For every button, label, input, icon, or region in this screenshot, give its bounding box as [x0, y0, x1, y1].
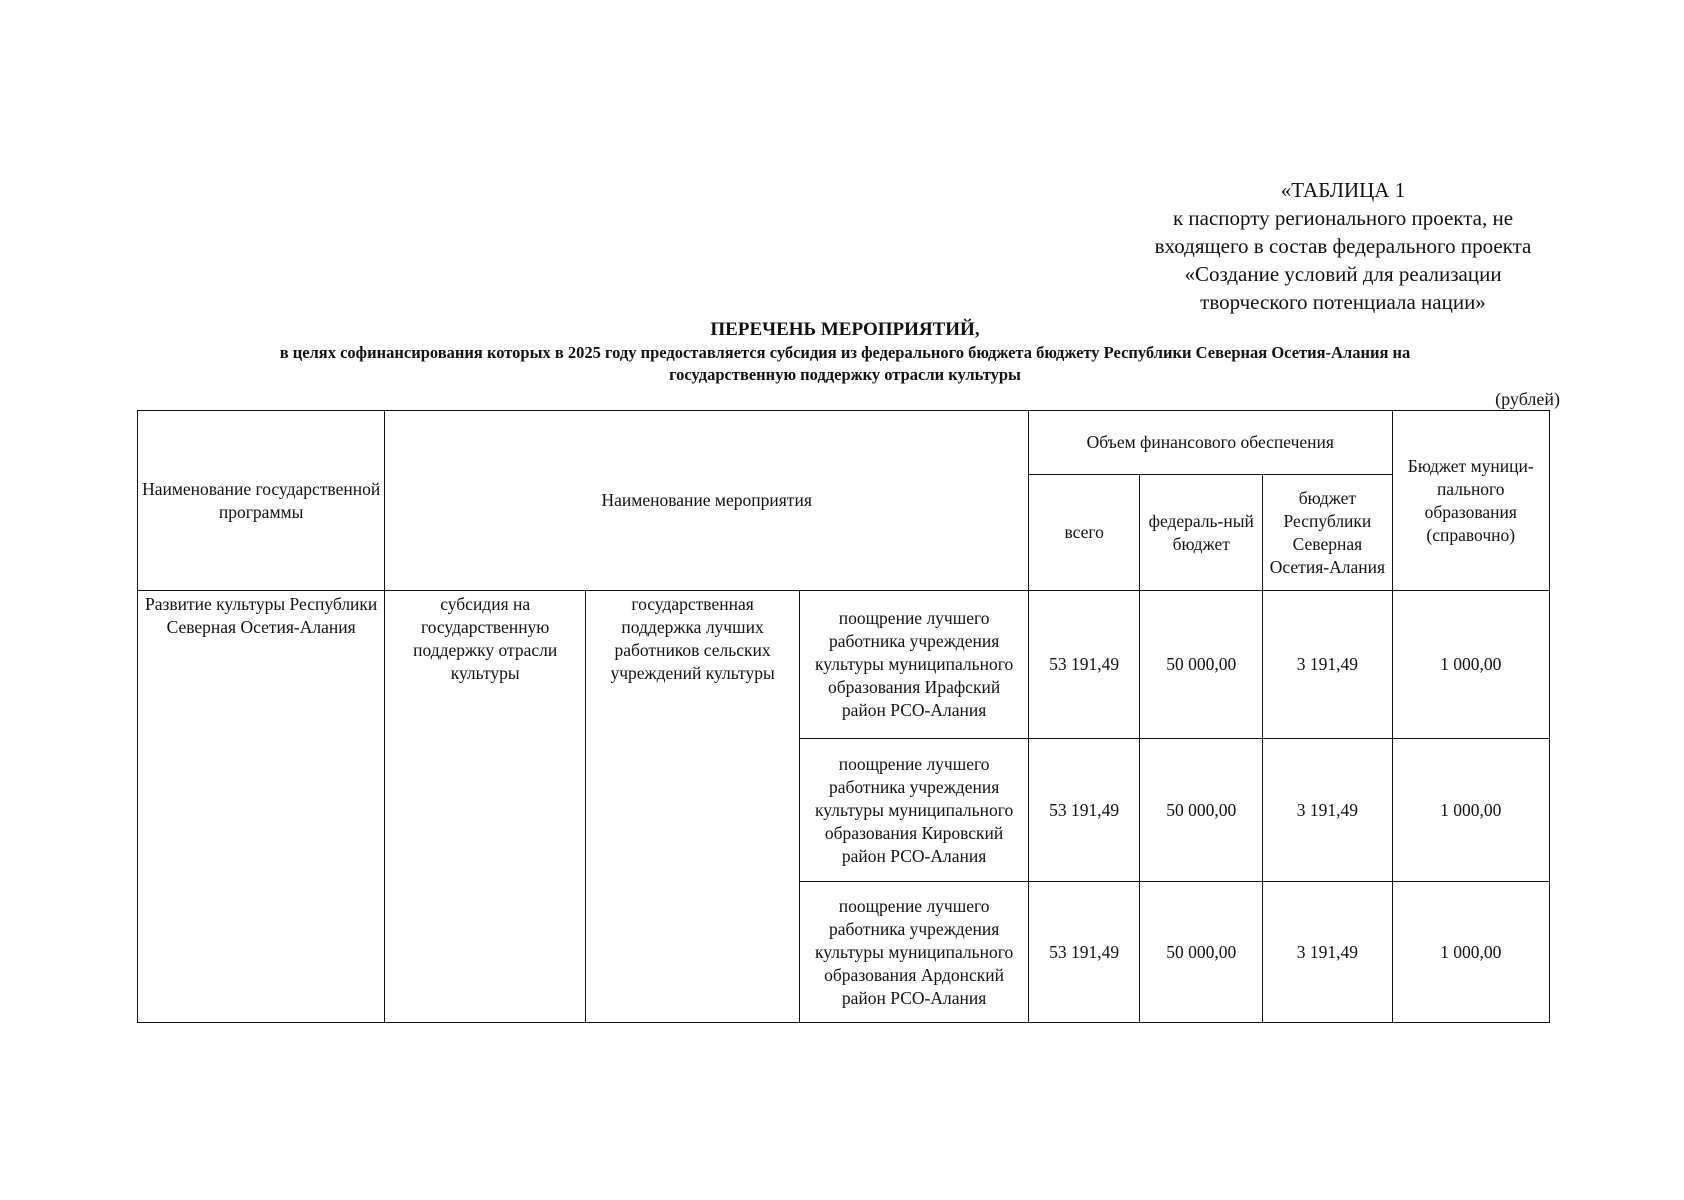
activity-cell: поощрение лучшего работника учреждения культуры муниципального образования Ирафский район РСО-Алания — [800, 591, 1029, 739]
caption-line: «ТАБЛИЦА 1 — [1280, 178, 1406, 202]
municipal-cell: 1 000,00 — [1392, 739, 1550, 882]
header-finance: Объем финансового обеспечения — [1029, 411, 1392, 475]
heading-title: ПЕРЕЧЕНЬ МЕРОПРИЯТИЙ, — [710, 319, 980, 340]
header-activity: Наименование мероприятия — [385, 411, 1029, 591]
caption-line: входящего в состав федерального проекта — [1154, 234, 1532, 258]
header-row — [138, 411, 1550, 475]
support-cell: государственная поддержка лучших работников сельских учреждений культуры — [586, 591, 800, 1023]
activity-cell: поощрение лучшего работника учреждения культуры муниципального образования Ардонский район РСО-Алания — [800, 882, 1029, 1023]
table-row — [138, 591, 1550, 739]
subsidy-cell: субсидия на государственную поддержку отрасли культуры — [385, 591, 586, 1023]
header-republic: бюджет Республики Северная Осетия-Алания — [1263, 475, 1392, 591]
header-program: Наименование государственной программы — [138, 411, 385, 591]
caption-line: «Создание условий для реализации — [1184, 262, 1502, 286]
activities-table — [137, 410, 1550, 1023]
municipal-cell: 1 000,00 — [1392, 882, 1550, 1023]
caption-line: к паспорту регионального проекта, не — [1172, 206, 1514, 230]
document-heading — [140, 318, 1550, 386]
republic-cell: 3 191,49 — [1263, 882, 1392, 1023]
units-label: (рублей) — [1495, 389, 1560, 409]
header-total: всего — [1029, 475, 1140, 591]
republic-cell: 3 191,49 — [1263, 739, 1392, 882]
header-federal: федераль-ный бюджет — [1140, 475, 1263, 591]
federal-cell: 50 000,00 — [1140, 739, 1263, 882]
activity-cell: поощрение лучшего работника учреждения культуры муниципального образования Кировский район РСО-Алания — [800, 739, 1029, 882]
header-municipal: Бюджет муници-пального образования (справочно) — [1392, 411, 1550, 591]
total-cell: 53 191,49 — [1029, 591, 1140, 739]
table-caption — [1098, 176, 1588, 316]
republic-cell: 3 191,49 — [1263, 591, 1392, 739]
heading-subtitle: в целях софинансирования которых в 2025 году предоставляется субсидия из федерального бюджета бюджету Республики Северная Осетия-Алания на — [279, 343, 1411, 362]
federal-cell: 50 000,00 — [1140, 882, 1263, 1023]
federal-cell: 50 000,00 — [1140, 591, 1263, 739]
total-cell: 53 191,49 — [1029, 739, 1140, 882]
program-cell: Развитие культуры Республики Северная Осетия-Алания — [138, 591, 385, 1023]
total-cell: 53 191,49 — [1029, 882, 1140, 1023]
heading-subtitle: государственную поддержку отрасли культуры — [669, 365, 1021, 384]
caption-line: творческого потенциала нации» — [1200, 290, 1486, 314]
municipal-cell: 1 000,00 — [1392, 591, 1550, 739]
